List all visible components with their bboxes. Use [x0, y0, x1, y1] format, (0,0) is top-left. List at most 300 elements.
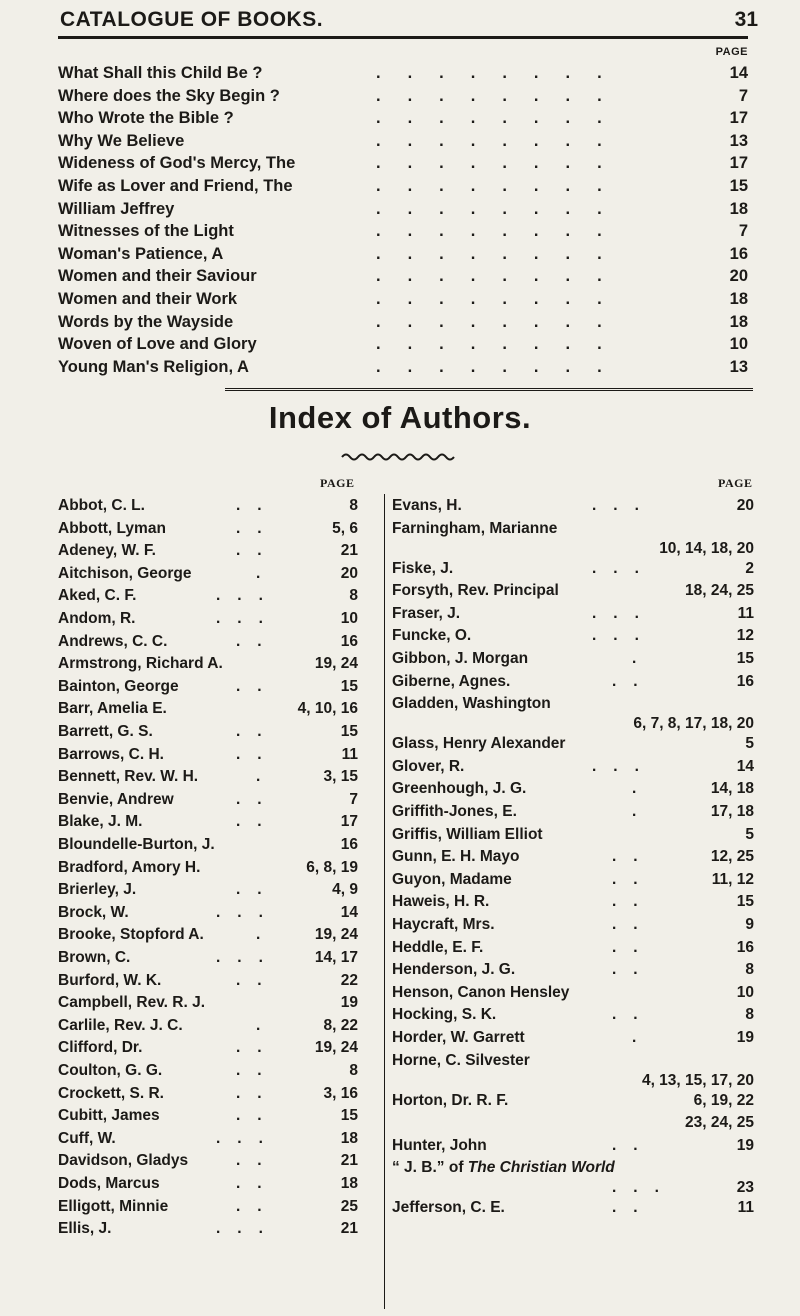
author-pages: 18, 24, 25 [685, 582, 754, 600]
leader-dots: .. [236, 813, 279, 831]
page-header [58, 4, 758, 38]
author-pages: 19, 24 [314, 1039, 358, 1057]
author-pages: 4, 9 [332, 881, 358, 899]
leader-dots: .. [612, 893, 655, 911]
author-pages: 14, 18 [710, 780, 754, 798]
author-entry [392, 734, 754, 754]
leader-dots: ... [592, 604, 656, 622]
author-entry [58, 1151, 358, 1171]
title-entry [58, 265, 748, 287]
author-entry [392, 672, 754, 692]
author-name: Elligott, Minnie [58, 1197, 169, 1215]
author-entry [392, 757, 754, 777]
author-entry [58, 586, 358, 606]
right-page-label: PAGE [718, 476, 753, 490]
author-pages: 21 [340, 1152, 358, 1170]
entry-page: 13 [729, 357, 748, 376]
author-name: Barr, Amelia E. [58, 700, 167, 718]
author-pages: 4, 13, 15, 17, 20 [641, 1071, 754, 1089]
leader-dots: ... [216, 949, 280, 966]
leader-dots: ........ [376, 64, 629, 82]
entry-title: Wideness of God's Mercy, The [58, 154, 296, 173]
author-name: Brown, C. [58, 949, 131, 966]
author-name: Giberne, Agnes. [392, 672, 511, 690]
author-entry [392, 1113, 754, 1133]
title-entry [58, 130, 748, 152]
author-pages: 16 [736, 938, 754, 956]
author-entry [58, 745, 358, 765]
author-entry [392, 604, 754, 624]
leader-dots: .. [612, 870, 655, 888]
entry-title: Woven of Love and Glory [58, 335, 257, 354]
author-entry [392, 694, 754, 734]
author-entry [392, 802, 754, 822]
author-entry [392, 1028, 754, 1048]
author-name: Heddle, E. F. [392, 938, 484, 956]
title-entry [58, 333, 748, 355]
leader-dots: . [256, 926, 278, 944]
author-pages: 11, 12 [711, 870, 754, 888]
author-name: Guyon, Madame [392, 870, 512, 888]
title-index-page-label: PAGE [715, 46, 748, 58]
author-name: Henderson, J. G. [392, 961, 516, 979]
author-pages: 16 [736, 672, 754, 690]
author-name: Greenhough, J. G. [392, 780, 527, 798]
leader-dots: ... [216, 903, 280, 921]
leader-dots: ... [592, 757, 656, 775]
leader-dots: ... [592, 497, 656, 514]
leader-dots: .. [236, 723, 279, 740]
author-pages: 8 [349, 1062, 358, 1079]
author-pages: 8 [349, 497, 358, 514]
author-name: Haycraft, Mrs. [392, 916, 495, 933]
author-name: Funcke, O. [392, 627, 472, 645]
leader-dots: .. [236, 1062, 279, 1079]
author-entry [392, 1198, 754, 1218]
author-entry [392, 825, 754, 845]
author-entry [58, 1038, 358, 1058]
author-pages: 23 [736, 1179, 754, 1197]
author-pages: 11 [341, 745, 358, 763]
author-name: Crockett, S. R. [58, 1084, 164, 1102]
leader-dots: .. [612, 1136, 655, 1154]
author-entry [58, 1219, 358, 1239]
author-name: Glass, Henry Alexander [392, 735, 566, 753]
author-entry [392, 519, 754, 559]
author-entry [58, 722, 358, 742]
author-pages: 14 [736, 757, 754, 775]
entry-page: 7 [738, 222, 748, 241]
author-name: Henson, Canon Hensley [392, 983, 570, 1001]
author-name: Barrett, G. S. [58, 723, 153, 740]
author-pages: 16 [340, 836, 358, 853]
leader-dots: . [632, 650, 654, 667]
author-entry [392, 915, 754, 935]
author-name: Dods, Marcus [58, 1175, 160, 1192]
author-pages: 6, 7, 8, 17, 18, 20 [633, 715, 754, 733]
author-pages: 14, 17 [314, 949, 358, 966]
author-entry [392, 1005, 754, 1025]
running-title: CATALOGUE OF BOOKS. [60, 8, 324, 31]
entry-page: 13 [729, 131, 748, 150]
author-entry [58, 993, 358, 1013]
author-pages: 12 [736, 627, 754, 645]
author-name: Brierley, J. [58, 881, 137, 899]
entry-title: What Shall this Child Be ? [58, 64, 263, 82]
author-name: Hocking, S. K. [392, 1006, 497, 1024]
leader-dots: .. [236, 519, 279, 537]
author-name: Cubitt, James [58, 1107, 160, 1125]
leader-dots: .. [236, 542, 279, 560]
author-entry [58, 632, 358, 652]
leader-dots: . [632, 803, 654, 820]
author-pages: 19 [736, 1136, 754, 1154]
entry-title: Why We Believe [58, 131, 185, 150]
leader-dots: .. [236, 790, 279, 808]
author-pages: 18 [340, 1175, 358, 1192]
author-pages: 2 [745, 559, 754, 577]
leader-dots: .. [612, 938, 655, 956]
author-entry [58, 790, 358, 810]
author-name: Horton, Dr. R. F. [392, 1091, 509, 1109]
leader-dots: ........ [376, 357, 629, 376]
author-name: Barrows, C. H. [58, 745, 164, 763]
author-name: Hunter, John [392, 1136, 487, 1154]
author-name: Gunn, E. H. Mayo [392, 848, 520, 866]
author-pages: 8 [349, 587, 358, 605]
author-pages: 21 [340, 542, 358, 560]
title-entry [58, 356, 748, 378]
author-entry [392, 1051, 754, 1091]
author-entry [392, 581, 754, 601]
author-entry [58, 564, 358, 584]
page-number: 31 [734, 8, 758, 31]
author-pages: 15 [340, 723, 358, 740]
leader-dots: ........ [376, 222, 629, 241]
author-entry [58, 925, 358, 945]
author-entry [58, 835, 358, 855]
author-name: “ J. B.” of The Christian World [392, 1159, 615, 1177]
leader-dots: ... [216, 1129, 280, 1147]
author-entry [392, 626, 754, 646]
author-name: Andom, R. [58, 610, 136, 627]
author-name: Evans, H. [392, 497, 462, 514]
entry-page: 18 [729, 312, 748, 331]
entry-title: Words by the Wayside [58, 312, 234, 331]
entry-page: 18 [729, 290, 748, 308]
author-entry [392, 938, 754, 958]
author-entry [392, 559, 754, 579]
author-name: Bradford, Amory H. [58, 858, 201, 876]
author-entry [58, 880, 358, 900]
title-entry [58, 311, 748, 333]
leader-dots: ........ [376, 335, 629, 354]
author-name: Griffith-Jones, E. [392, 803, 517, 820]
author-pages: 19, 24 [314, 655, 358, 673]
author-entry [58, 812, 358, 832]
header-rule [58, 36, 748, 39]
entry-page: 7 [738, 86, 748, 105]
leader-dots: ... [612, 1179, 676, 1197]
leader-dots: . [632, 780, 654, 798]
author-name: Horne, C. Silvester [392, 1051, 530, 1069]
author-name: Bloundelle-Burton, J. [58, 836, 215, 853]
author-entry [392, 960, 754, 980]
leader-dots: . [256, 1016, 278, 1034]
author-entry [58, 858, 358, 878]
author-pages: 23, 24, 25 [685, 1114, 754, 1132]
author-name: Armstrong, Richard A. [58, 655, 223, 673]
author-entry [392, 1158, 754, 1198]
author-pages: 5, 6 [332, 519, 358, 537]
author-entry [392, 847, 754, 867]
author-pages: 25 [340, 1197, 358, 1215]
leader-dots: ... [216, 1220, 280, 1238]
author-pages: 16 [340, 632, 358, 650]
author-pages: 5 [745, 735, 754, 753]
title-entry [58, 198, 748, 220]
author-pages: 18 [340, 1129, 358, 1147]
author-entry [392, 870, 754, 890]
leader-dots: .. [236, 1107, 279, 1125]
leader-dots: ........ [376, 109, 629, 128]
author-entry [58, 699, 358, 719]
title-entry [58, 220, 748, 242]
leader-dots: ........ [376, 177, 629, 195]
author-entry [58, 1084, 358, 1104]
entry-title: Young Man's Religion, A [58, 357, 249, 376]
author-pages: 21 [340, 1220, 358, 1238]
entry-title: Who Wrote the Bible ? [58, 109, 234, 128]
leader-dots: .. [236, 632, 279, 650]
author-name: Davidson, Gladys [58, 1152, 189, 1170]
title-entry [58, 107, 748, 129]
title-entry [58, 288, 748, 310]
author-name: Cuff, W. [58, 1129, 116, 1147]
leader-dots: ........ [376, 244, 629, 263]
author-entry [58, 1061, 358, 1081]
author-entry [58, 1174, 358, 1194]
section-rule [225, 388, 753, 391]
author-entry [58, 541, 358, 561]
entry-page: 20 [729, 267, 748, 286]
author-pages: 19 [340, 994, 358, 1012]
author-name: Gibbon, J. Morgan [392, 650, 529, 667]
author-name: Andrews, C. C. [58, 632, 168, 650]
leader-dots: ........ [376, 199, 629, 218]
author-name: Griffis, William Elliot [392, 825, 543, 843]
author-pages: 3, 15 [323, 768, 358, 786]
title-entry [58, 243, 748, 265]
author-pages: 11 [737, 1199, 754, 1217]
entry-page: 10 [729, 335, 748, 354]
author-entry [58, 609, 358, 629]
author-entry [58, 496, 358, 516]
author-entry [392, 779, 754, 799]
author-name: Horder, W. Garrett [392, 1029, 525, 1046]
author-name: Glover, R. [392, 757, 465, 775]
author-entry [58, 1106, 358, 1126]
leader-dots: .. [236, 1084, 279, 1102]
column-divider [384, 494, 385, 1309]
author-pages: 15 [736, 650, 754, 667]
author-pages: 22 [340, 971, 358, 989]
author-pages: 19 [736, 1029, 754, 1046]
author-pages: 12, 25 [710, 848, 754, 866]
leader-dots: ... [592, 559, 656, 577]
author-entry [58, 903, 358, 923]
author-name: Ellis, J. [58, 1220, 112, 1238]
author-entry [58, 1129, 358, 1149]
author-entry [58, 1016, 358, 1036]
author-name: Clifford, Dr. [58, 1039, 143, 1057]
author-pages: 6, 8, 19 [306, 858, 358, 876]
author-index-title: Index of Authors. [268, 400, 532, 435]
author-name: Coulton, G. G. [58, 1062, 163, 1079]
entry-page: 14 [729, 64, 748, 82]
author-pages: 15 [340, 677, 358, 695]
author-entry [392, 1091, 754, 1111]
author-pages: 6, 19, 22 [693, 1091, 754, 1109]
entry-title: Witnesses of the Light [58, 222, 234, 241]
entry-title: Wife as Lover and Friend, The [58, 177, 293, 195]
ornament-squiggle [340, 452, 460, 462]
leader-dots: .. [612, 916, 655, 933]
entry-page: 15 [729, 177, 748, 195]
author-pages: 10 [736, 983, 754, 1001]
leader-dots: . [256, 768, 278, 786]
leader-dots: .. [236, 1175, 279, 1192]
leader-dots: .. [612, 961, 655, 979]
author-name: Farningham, Marianne [392, 519, 558, 537]
leader-dots: . [632, 1029, 654, 1046]
author-name: Bennett, Rev. W. H. [58, 768, 199, 786]
leader-dots: .. [612, 1006, 655, 1024]
author-pages: 14 [340, 903, 358, 921]
author-name-italic: The Christian World [467, 1159, 615, 1177]
author-pages: 10, 14, 18, 20 [659, 539, 754, 557]
author-entry [392, 1136, 754, 1156]
leader-dots: .. [236, 1039, 279, 1057]
author-pages: 8 [745, 961, 754, 979]
leader-dots: .. [236, 497, 279, 514]
author-pages: 3, 16 [323, 1084, 358, 1102]
author-entry [58, 519, 358, 539]
author-entry [392, 496, 754, 516]
entry-page: 18 [729, 199, 748, 218]
author-entry [392, 649, 754, 669]
entry-title: Where does the Sky Begin ? [58, 86, 280, 105]
author-name: Adeney, W. F. [58, 542, 156, 560]
author-name: Abbott, Lyman [58, 519, 166, 537]
author-name: Aked, C. F. [58, 587, 137, 605]
leader-dots: .. [236, 677, 279, 695]
author-name: Blake, J. M. [58, 813, 143, 831]
author-pages: 4, 10, 16 [297, 700, 358, 718]
author-name: Jefferson, C. E. [392, 1199, 505, 1217]
author-entry [58, 1197, 358, 1217]
author-pages: 17, 18 [710, 803, 754, 820]
author-pages: 8, 22 [323, 1016, 358, 1034]
author-name: Campbell, Rev. R. J. [58, 994, 206, 1012]
author-pages: 8 [745, 1006, 754, 1024]
entry-title: Woman's Patience, A [58, 244, 224, 263]
author-name: Haweis, H. R. [392, 893, 490, 911]
author-pages: 19, 24 [314, 926, 358, 944]
author-name: Carlile, Rev. J. C. [58, 1016, 183, 1034]
leader-dots: ........ [376, 131, 629, 150]
author-pages: 5 [745, 825, 754, 843]
author-name: Bainton, George [58, 677, 179, 695]
leader-dots: ........ [376, 267, 629, 286]
author-entry [392, 983, 754, 1003]
entry-title: Women and their Saviour [58, 267, 257, 286]
leader-dots: . [256, 564, 278, 582]
author-pages: 9 [745, 916, 754, 933]
author-pages: 20 [736, 497, 754, 514]
author-name: Brooke, Stopford A. [58, 926, 204, 944]
leader-dots: ........ [376, 290, 629, 308]
author-pages: 11 [737, 604, 754, 622]
leader-dots: .. [236, 745, 279, 763]
entry-page: 17 [729, 109, 748, 128]
leader-dots: .. [236, 881, 279, 899]
title-entry [58, 85, 748, 107]
leader-dots: .. [236, 971, 279, 989]
author-name: Aitchison, George [58, 564, 192, 582]
author-pages: 20 [340, 564, 358, 582]
author-pages: 10 [340, 610, 358, 627]
author-name: Abbot, C. L. [58, 497, 145, 514]
author-pages: 15 [736, 893, 754, 911]
author-name: Benvie, Andrew [58, 790, 174, 808]
author-name: Brock, W. [58, 903, 129, 921]
entry-title: William Jeffrey [58, 199, 175, 218]
leader-dots: .. [612, 848, 655, 866]
author-pages: 15 [340, 1107, 358, 1125]
entry-title: Women and their Work [58, 290, 238, 308]
leader-dots: ... [216, 587, 280, 605]
title-entry [58, 152, 748, 174]
leader-dots: ........ [376, 312, 629, 331]
author-name: Forsyth, Rev. Principal [392, 582, 559, 600]
leader-dots: .. [236, 1197, 279, 1215]
entry-page: 17 [729, 154, 748, 173]
left-page-label: PAGE [320, 476, 355, 490]
title-entry [58, 175, 748, 197]
author-entry [392, 892, 754, 912]
author-entry [58, 948, 358, 968]
author-name: Fraser, J. [392, 604, 461, 622]
leader-dots: ........ [376, 86, 629, 105]
leader-dots: ... [216, 610, 280, 627]
author-pages: 17 [340, 813, 358, 831]
author-entry [58, 971, 358, 991]
leader-dots: ... [592, 627, 656, 645]
leader-dots: ........ [376, 154, 629, 173]
leader-dots: .. [612, 672, 655, 690]
author-entry [58, 767, 358, 787]
author-entry [58, 654, 358, 674]
leader-dots: .. [236, 1152, 279, 1170]
author-name: Burford, W. K. [58, 971, 162, 989]
title-entry [58, 62, 748, 84]
entry-page: 16 [729, 244, 748, 263]
author-pages: 7 [349, 790, 358, 808]
author-name: Fiske, J. [392, 559, 454, 577]
author-entry [58, 677, 358, 697]
leader-dots: .. [612, 1199, 655, 1217]
